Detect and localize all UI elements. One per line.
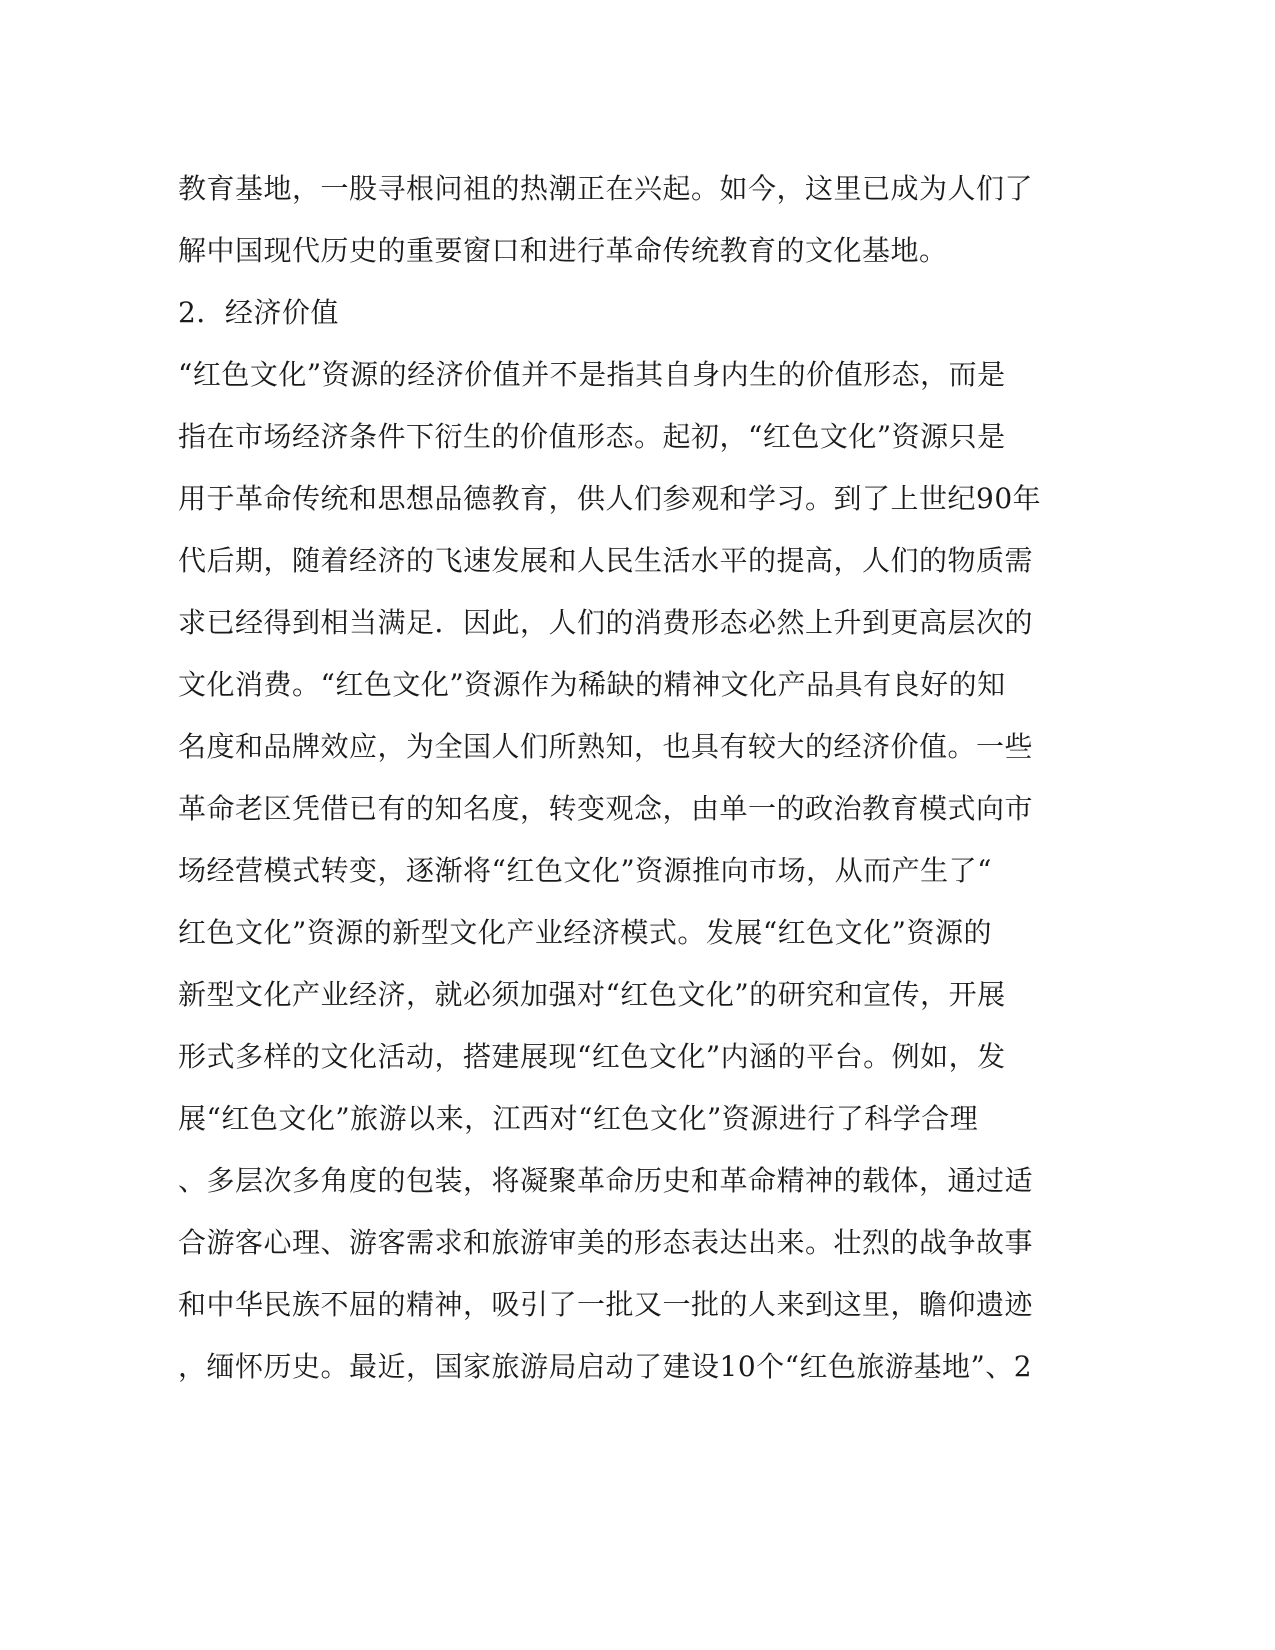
section-heading: 2．经济价值 (178, 296, 339, 329)
text-line: 形式多样的文化活动，搭建展现“红色文化”内涵的平台。例如，发 (178, 1040, 1006, 1073)
body-text (178, 158, 1048, 1398)
text-line: 求已经得到相当满足．因此，人们的消费形态必然上升到更高层次的 (178, 606, 1034, 639)
text-line: 文化消费。“红色文化”资源作为稀缺的精神文化产品具有良好的知 (178, 668, 1006, 701)
text-line: 名度和品牌效应，为全国人们所熟知，也具有较大的经济价值。一些 (178, 730, 1034, 763)
text-line: 和中华民族不屈的精神，吸引了一批又一批的人来到这里，瞻仰遗迹 (178, 1288, 1034, 1321)
text-line: 合游客心理、游客需求和旅游审美的形态表达出来。壮烈的战争故事 (178, 1226, 1034, 1259)
text-line: 、多层次多角度的包装，将凝聚革命历史和革命精神的载体，通过适 (178, 1164, 1034, 1197)
text-line: “红色文化”资源的经济价值并不是指其自身内生的价值形态，而是 (178, 358, 1006, 391)
text-line: 解中国现代历史的重要窗口和进行革命传统教育的文化基地。 (178, 234, 948, 267)
text-line: 红色文化”资源的新型文化产业经济模式。发展“红色文化”资源的 (178, 916, 992, 949)
text-line: 展“红色文化”旅游以来，江西对“红色文化”资源进行了科学合理 (178, 1102, 979, 1135)
text-line: 革命老区凭借已有的知名度，转变观念，由单一的政治教育模式向市 (178, 792, 1034, 825)
text-line: 指在市场经济条件下衍生的价值形态。起初，“红色文化”资源只是 (178, 420, 1006, 453)
text-line: 用于革命传统和思想品德教育，供人们参观和学习。到了上世纪90年 (178, 482, 1042, 515)
text-line: 场经营模式转变，逐渐将“红色文化”资源推向市场，从而产生了“ (178, 854, 992, 887)
text-line: 新型文化产业经济，就必须加强对“红色文化”的研究和宣传，开展 (178, 978, 1006, 1011)
text-line: ，缅怀历史。最近，国家旅游局启动了建设10个“红色旅游基地”、2 (178, 1350, 1033, 1383)
text-line: 代后期，随着经济的飞速发展和人民生活水平的提高，人们的物质需 (178, 544, 1034, 577)
text-line: 教育基地，一股寻根问祖的热潮正在兴起。如今，这里已成为人们了 (178, 172, 1034, 205)
